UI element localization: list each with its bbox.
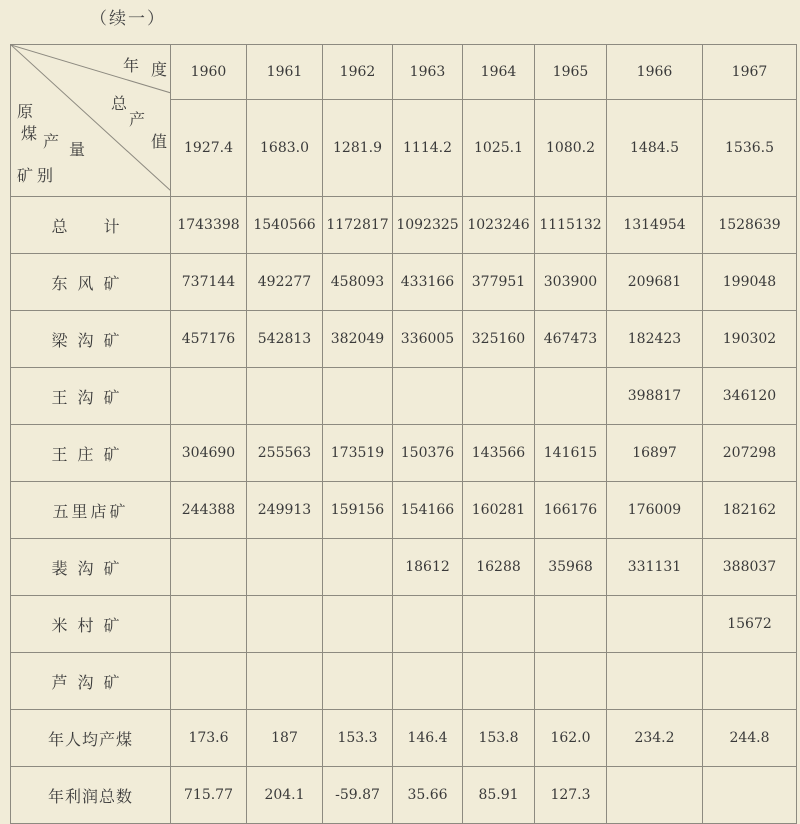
row-label-cell: 芦沟矿	[11, 653, 171, 710]
data-cell: 18612	[393, 539, 463, 596]
data-cell: 150376	[393, 425, 463, 482]
table-row	[11, 368, 797, 425]
data-cell	[247, 539, 323, 596]
data-cell: 35968	[535, 539, 607, 596]
data-cell	[393, 596, 463, 653]
year-header-cell: 1964	[463, 45, 535, 100]
data-cell: 542813	[247, 311, 323, 368]
data-cell: -59.87	[323, 767, 393, 824]
data-cell	[463, 653, 535, 710]
data-cell: 382049	[323, 311, 393, 368]
data-cell: 336005	[393, 311, 463, 368]
table-row	[11, 254, 797, 311]
data-cell: 492277	[247, 254, 323, 311]
table-row	[11, 197, 797, 254]
table-row	[11, 482, 797, 539]
data-cell: 388037	[703, 539, 797, 596]
corner-label-mei: 煤	[21, 124, 38, 143]
data-cell: 737144	[171, 254, 247, 311]
data-cell	[393, 653, 463, 710]
year-header-cell: 1967	[703, 45, 797, 100]
year-header-cell: 1965	[535, 45, 607, 100]
data-cell: 209681	[607, 254, 703, 311]
gross-output-cell: 1114.2	[393, 100, 463, 197]
row-label-cell: 年人均产煤	[11, 710, 171, 767]
data-cell: 249913	[247, 482, 323, 539]
data-cell: 190302	[703, 311, 797, 368]
data-cell: 159156	[323, 482, 393, 539]
corner-label-bie: 别	[37, 166, 54, 185]
data-cell: 244388	[171, 482, 247, 539]
data-cell: 377951	[463, 254, 535, 311]
data-cell	[171, 596, 247, 653]
data-cell	[607, 653, 703, 710]
coal-production-table	[10, 44, 797, 824]
data-cell: 143566	[463, 425, 535, 482]
data-cell: 160281	[463, 482, 535, 539]
data-cell: 176009	[607, 482, 703, 539]
data-cell: 346120	[703, 368, 797, 425]
row-label-cell: 王沟矿	[11, 368, 171, 425]
data-cell: 141615	[535, 425, 607, 482]
data-cell: 1528639	[703, 197, 797, 254]
gross-output-cell: 1281.9	[323, 100, 393, 197]
corner-label-du: 度	[151, 60, 168, 79]
data-cell	[535, 368, 607, 425]
corner-label-zong: 总	[111, 94, 128, 113]
corner-label-chan-output: 产	[43, 132, 60, 151]
data-cell: 398817	[607, 368, 703, 425]
data-cell: 85.91	[463, 767, 535, 824]
data-cell	[323, 653, 393, 710]
gross-output-cell: 1025.1	[463, 100, 535, 197]
data-cell: 1314954	[607, 197, 703, 254]
data-cell: 1115132	[535, 197, 607, 254]
row-label-cell: 年利润总数	[11, 767, 171, 824]
data-cell	[463, 368, 535, 425]
row-label-cell: 总 计	[11, 197, 171, 254]
data-cell	[323, 368, 393, 425]
row-label-cell: 五里店矿	[11, 482, 171, 539]
data-cell	[247, 368, 323, 425]
data-cell: 715.77	[171, 767, 247, 824]
data-cell: 127.3	[535, 767, 607, 824]
data-cell	[247, 653, 323, 710]
data-cell: 187	[247, 710, 323, 767]
gross-output-cell: 1080.2	[535, 100, 607, 197]
corner-label-zhi: 值	[151, 132, 168, 151]
data-cell: 457176	[171, 311, 247, 368]
data-cell: 166176	[535, 482, 607, 539]
table-row	[11, 767, 797, 824]
table-row	[11, 710, 797, 767]
data-cell: 204.1	[247, 767, 323, 824]
table-row	[11, 311, 797, 368]
year-header-cell: 1962	[323, 45, 393, 100]
data-cell: 173519	[323, 425, 393, 482]
row-label-cell: 裴沟矿	[11, 539, 171, 596]
data-cell: 433166	[393, 254, 463, 311]
data-cell: 325160	[463, 311, 535, 368]
year-header-cell: 1966	[607, 45, 703, 100]
data-cell: 467473	[535, 311, 607, 368]
year-header-cell: 1963	[393, 45, 463, 100]
data-cell: 1743398	[171, 197, 247, 254]
data-cell: 331131	[607, 539, 703, 596]
data-cell: 15672	[703, 596, 797, 653]
row-label-cell: 王庄矿	[11, 425, 171, 482]
data-cell: 162.0	[535, 710, 607, 767]
data-cell: 182162	[703, 482, 797, 539]
data-cell: 244.8	[703, 710, 797, 767]
table-row	[11, 653, 797, 710]
corner-header-cell	[11, 45, 171, 197]
data-cell: 1540566	[247, 197, 323, 254]
year-header-cell: 1961	[247, 45, 323, 100]
corner-label-chan-value: 产	[129, 110, 146, 129]
data-cell: 255563	[247, 425, 323, 482]
data-cell: 16897	[607, 425, 703, 482]
data-cell: 207298	[703, 425, 797, 482]
data-cell: 303900	[535, 254, 607, 311]
data-cell	[463, 596, 535, 653]
data-cell	[535, 653, 607, 710]
data-cell	[323, 596, 393, 653]
table-row	[11, 596, 797, 653]
data-cell: 458093	[323, 254, 393, 311]
row-label-cell: 梁沟矿	[11, 311, 171, 368]
data-cell	[171, 653, 247, 710]
data-cell: 234.2	[607, 710, 703, 767]
data-cell	[171, 539, 247, 596]
table-caption: （续一）	[90, 9, 166, 29]
data-cell	[393, 368, 463, 425]
data-cell	[703, 767, 797, 824]
data-cell: 146.4	[393, 710, 463, 767]
corner-label-yuan: 原	[17, 102, 34, 121]
data-cell: 173.6	[171, 710, 247, 767]
data-cell: 154166	[393, 482, 463, 539]
header-row-years	[11, 45, 797, 100]
data-cell	[535, 596, 607, 653]
data-cell: 1092325	[393, 197, 463, 254]
data-cell	[247, 596, 323, 653]
data-cell: 16288	[463, 539, 535, 596]
row-label-cell: 米村矿	[11, 596, 171, 653]
data-cell	[323, 539, 393, 596]
data-cell: 153.8	[463, 710, 535, 767]
corner-label-nian: 年	[123, 56, 140, 75]
data-cell: 182423	[607, 311, 703, 368]
data-cell: 153.3	[323, 710, 393, 767]
data-cell: 199048	[703, 254, 797, 311]
data-cell: 304690	[171, 425, 247, 482]
gross-output-cell: 1683.0	[247, 100, 323, 197]
corner-diagonal-lines	[11, 45, 171, 195]
data-cell	[703, 653, 797, 710]
corner-label-liang: 量	[69, 140, 86, 159]
data-cell: 35.66	[393, 767, 463, 824]
row-label-cell: 东风矿	[11, 254, 171, 311]
gross-output-cell: 1927.4	[171, 100, 247, 197]
gross-output-cell: 1484.5	[607, 100, 703, 197]
table-row	[11, 425, 797, 482]
gross-output-cell: 1536.5	[703, 100, 797, 197]
data-cell	[607, 596, 703, 653]
data-cell: 1023246	[463, 197, 535, 254]
table-row	[11, 539, 797, 596]
year-header-cell: 1960	[171, 45, 247, 100]
data-cell	[171, 368, 247, 425]
corner-label-kuang: 矿	[17, 166, 34, 185]
data-cell	[607, 767, 703, 824]
data-cell: 1172817	[323, 197, 393, 254]
